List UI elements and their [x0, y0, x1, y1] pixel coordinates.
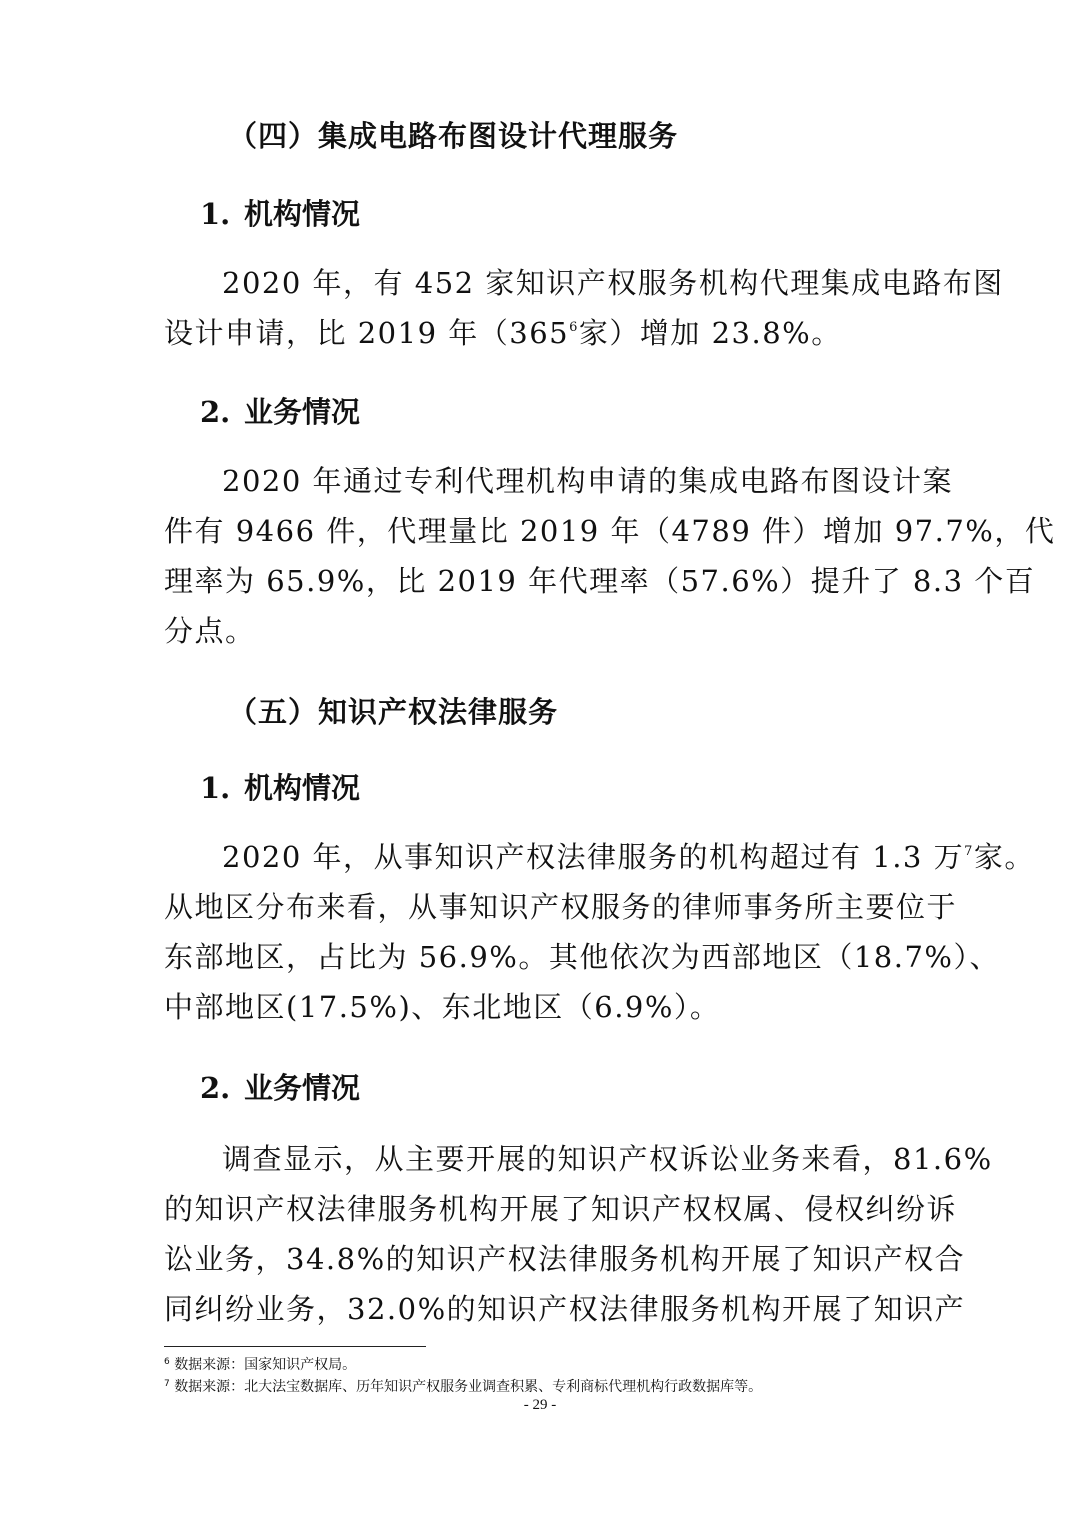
subheading-number: 1. — [200, 197, 231, 231]
footnote-ref: 7 — [964, 844, 974, 859]
paragraph — [164, 258, 1004, 358]
text-run: 2020 年，从事知识产权法律服务的机构超过有 1.3 万 — [222, 840, 965, 874]
subheading-text: 机构情况 — [244, 197, 361, 231]
paragraph — [164, 832, 1035, 1032]
paragraph-line: 讼业务，34.8%的知识产权法律服务机构开展了知识产权合 — [164, 1242, 966, 1276]
footnote-ref: 6 — [569, 320, 579, 335]
paragraph-line: 2020 年通过专利代理机构申请的集成电路布图设计案 — [222, 464, 954, 498]
paragraph — [164, 456, 1056, 656]
section-heading-4: （四）集成电路布图设计代理服务 — [228, 119, 679, 153]
subheading-number: 2. — [200, 395, 231, 429]
footnote-mark: 7 — [164, 1379, 170, 1389]
paragraph-line: 件有 9466 件，代理量比 2019 年（4789 件）增加 97.7%，代 — [164, 514, 1056, 548]
subheading-number: 2. — [200, 1071, 231, 1105]
subheading-institutions — [200, 766, 360, 807]
footnote-separator — [164, 1346, 426, 1347]
subheading-text: 业务情况 — [244, 395, 361, 429]
text-run: 家。 — [973, 840, 1035, 874]
subheading-business — [200, 390, 360, 431]
footnote-mark: 6 — [164, 1357, 170, 1367]
subheading-institutions — [200, 192, 360, 233]
paragraph-line: 的知识产权法律服务机构开展了知识产权权属、侵权纠纷诉 — [164, 1192, 958, 1226]
text-run: 设计申请，比 2019 年（365 — [164, 316, 570, 350]
footnote-text: 数据来源：国家知识产权局。 — [174, 1357, 357, 1373]
paragraph-line: 理率为 65.9%，比 2019 年代理率（57.6%）提升了 8.3 个百 — [164, 564, 1036, 598]
page-number: - 29 - — [523, 1397, 557, 1413]
subheading-business — [200, 1066, 360, 1107]
paragraph-line: 东部地区，占比为 56.9%。其他依次为西部地区（18.7%）、 — [164, 940, 1000, 974]
paragraph-line — [164, 308, 920, 358]
paragraph-line: 调查显示，从主要开展的知识产权诉讼业务来看，81.6% — [222, 1142, 993, 1176]
subheading-text: 业务情况 — [244, 1071, 361, 1105]
section-heading-5: （五）知识产权法律服务 — [228, 695, 559, 729]
paragraph-line: 分点。 — [164, 614, 256, 648]
footnote — [164, 1354, 356, 1374]
paragraph-line: 2020 年，有 452 家知识产权服务机构代理集成电路布图 — [222, 266, 1004, 300]
subheading-text: 机构情况 — [244, 771, 361, 805]
footnote — [164, 1376, 762, 1396]
paragraph-line: 从地区分布来看，从事知识产权服务的律师事务所主要位于 — [164, 890, 958, 924]
paragraph-line: 中部地区(17.5%)、东北地区（6.9%）。 — [164, 990, 721, 1024]
paragraph-line: 同纠纷业务，32.0%的知识产权法律服务机构开展了知识产 — [164, 1292, 966, 1326]
footnote-text: 数据来源：北大法宝数据库、历年知识产权服务业调查积累、专利商标代理机构行政数据库等。 — [174, 1379, 763, 1395]
paragraph — [164, 1134, 993, 1334]
subheading-number: 1. — [200, 771, 231, 805]
paragraph-line — [164, 832, 1035, 882]
text-run: 家）增加 23.8%。 — [578, 316, 842, 350]
